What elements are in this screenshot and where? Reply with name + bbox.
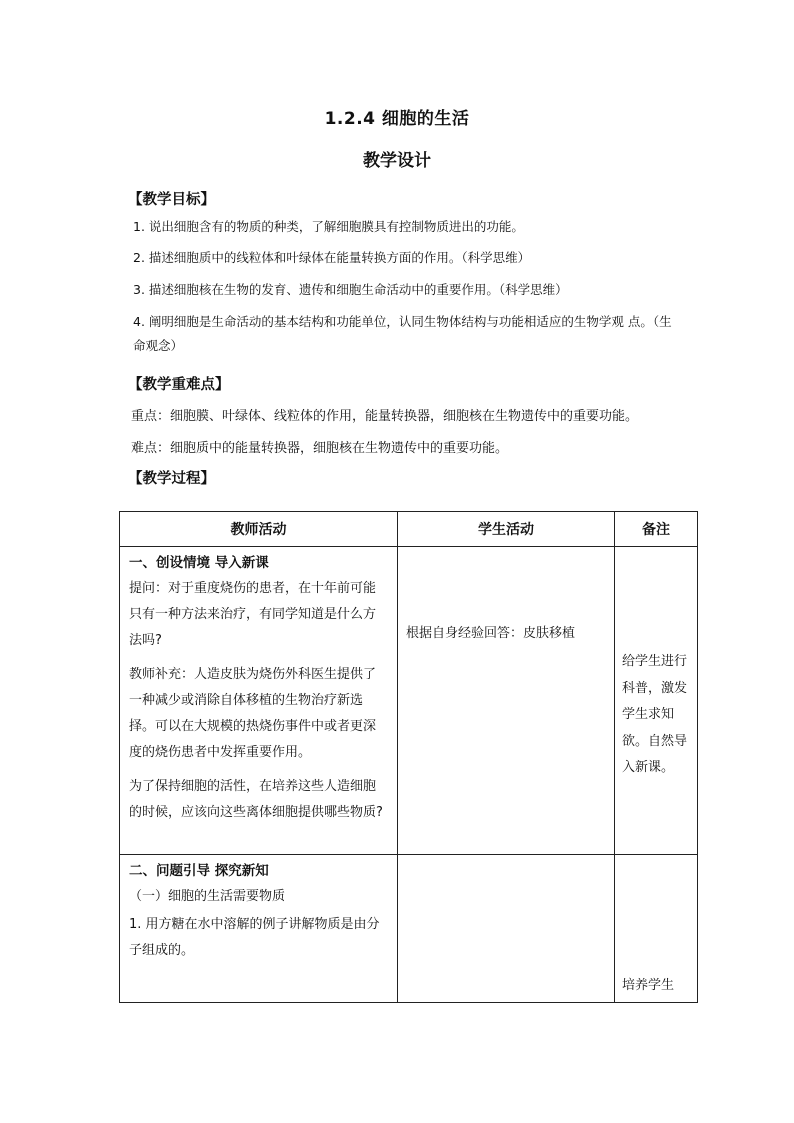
objective-item-1: 1. 说出细胞含有的物质的种类，了解细胞膜具有控制物质进出的功能。 (133, 219, 524, 234)
student-response: 根据自身经验回答：皮肤移植 (406, 625, 576, 641)
table-header-row (120, 512, 698, 547)
objective-item-4: 4. 阐明细胞是生命活动的基本结构和功能单位，认同生物体结构与功能相适应的生物学观 点。（生命观念） (133, 314, 672, 353)
objectives-heading: 【教学目标】 (128, 192, 215, 208)
header-notes: 备注 (615, 512, 698, 547)
header-teacher-activity: 教师活动 (120, 512, 398, 547)
teacher-activity-cell (120, 547, 398, 855)
notes-cell (615, 547, 698, 855)
teacher-paragraph: 提问：对于重度烧伤的患者，在十年前可能只有一种方法来治疗，有同学知道是什么方法吗? (129, 581, 377, 648)
teaching-process-table (119, 511, 698, 1003)
notes-cell (615, 855, 698, 1003)
header-student-activity: 学生活动 (398, 512, 615, 547)
student-activity-cell (398, 547, 615, 855)
subsection-title: （一）细胞的生活需要物质 (129, 889, 286, 904)
section-title: 一、创设情境 导入新课 (129, 555, 269, 571)
table-row (120, 855, 698, 1003)
teacher-paragraph: 为了保持细胞的活性，在培养这些人造细胞的时候，应该向这些离体细胞提供哪些物质? (129, 779, 383, 820)
key-point-text: 重点：细胞膜、叶绿体、线粒体的作用，能量转换器，细胞核在生物遗传中的重要功能。 (131, 409, 639, 424)
teacher-paragraph: 教师补充：人造皮肤为烧伤外科医生提供了一种减少或消除自体移植的生物治疗新选择。可以在大规模的热烧伤事件中或者更深度的烧伤患者中发挥重要作用。 (129, 667, 377, 760)
key-points-heading: 【教学重难点】 (128, 377, 230, 393)
teacher-paragraph: 1. 用方糖在水中溶解的例子讲解物质是由分子组成的。 (129, 917, 380, 958)
student-activity-cell (398, 855, 615, 1003)
teacher-activity-cell (120, 855, 398, 1003)
document-subtitle: 教学设计 (363, 151, 431, 171)
notes-text: 给学生进行科普，激发学生求知欲。自然导入新课。 (622, 654, 688, 776)
document-title: 1.2.4 细胞的生活 (324, 109, 470, 129)
notes-text: 培养学生 (622, 977, 675, 993)
objective-item-2: 2. 描述细胞质中的线粒体和叶绿体在能量转换方面的作用。（科学思维） (133, 250, 531, 265)
difficult-point-text: 难点：细胞质中的能量转换器，细胞核在生物遗传中的重要功能。 (131, 441, 509, 456)
process-heading: 【教学过程】 (128, 471, 215, 487)
objective-item-3: 3. 描述细胞核在生物的发育、遗传和细胞生命活动中的重要作用。（科学思维） (133, 282, 568, 297)
table-row (120, 547, 698, 855)
section-title: 二、问题引导 探究新知 (129, 863, 269, 879)
